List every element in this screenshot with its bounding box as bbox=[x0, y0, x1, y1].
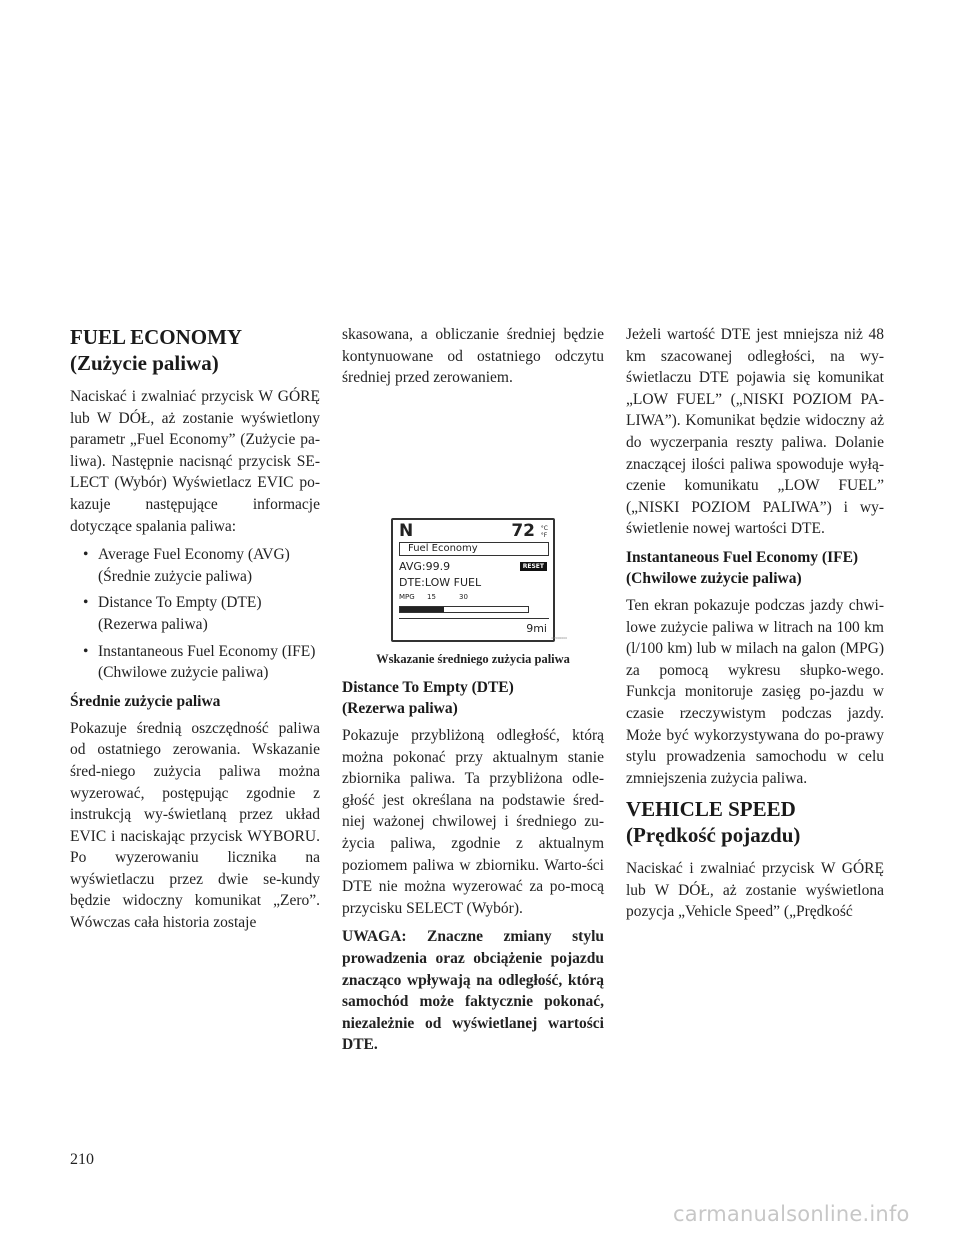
watermark: carmanualsonline.info bbox=[673, 1202, 910, 1226]
evic-display-figure bbox=[391, 518, 567, 642]
ife-heading-line-1: Instantaneous Fuel Economy (IFE) bbox=[626, 548, 859, 566]
dte-heading-line-2: (Rezerwa paliwa) bbox=[342, 700, 458, 717]
vs-title-line-2: (Prędkość pojazdu) bbox=[626, 823, 801, 848]
page-number: 210 bbox=[70, 1151, 94, 1168]
column-2 bbox=[342, 512, 604, 1063]
ife-heading bbox=[626, 547, 884, 589]
dte-readout: DTE:LOW FUEL bbox=[399, 576, 482, 589]
avg-heading: Średnie zużycie paliwa bbox=[70, 692, 221, 710]
avg-readout: AVG:99.9 bbox=[399, 560, 451, 573]
fuel-bar-graph bbox=[399, 606, 529, 613]
unit-f: °F bbox=[540, 532, 548, 539]
scale-label: 30 bbox=[459, 593, 468, 601]
range-readout: 9mi bbox=[526, 622, 547, 635]
dte-note: UWAGA: Znaczne zmiany stylu prowadzenia oraz obciążenie pojazdu znacząco wpływają na odległość, którą samochód może faktycznie pokonać, niezależnie od wyświetlanej wartości DTE. bbox=[342, 928, 604, 1054]
column-3 bbox=[626, 324, 884, 930]
list-item: • Average Fuel Economy (AVG) (Średnie zużycie paliwa) bbox=[70, 544, 320, 587]
title-line-1: FUEL ECONOMY bbox=[70, 325, 243, 349]
column-1 bbox=[70, 324, 320, 941]
column-2-top bbox=[342, 324, 604, 396]
divider bbox=[399, 618, 549, 619]
dte-heading-line-1: Distance To Empty (DTE) bbox=[342, 679, 514, 696]
fuel-bar-fill bbox=[400, 607, 444, 612]
list-item: • Distance To Empty (DTE) (Rezerwa paliwa) bbox=[70, 592, 320, 635]
figure-caption: Wskazanie średniego zużycia paliwa bbox=[376, 652, 570, 666]
dte-paragraph: Pokazuje przybliżoną odległość, którą można pokonać przy aktualnym stanie zbiornika paliwa. Ta przybliżona odle-głość jest określana na podstawie śred-niej ważonej chwilowej i średniego zu-życia paliwa, zgodnie z aktualnym poziomem paliwa w zbiorniku. Warto-ści DTE nie można wyzerować za po-mocą przycisku SELECT (Wybór). bbox=[342, 727, 604, 917]
scale-label: 15 bbox=[427, 593, 436, 601]
list-item: • Instantaneous Fuel Economy (IFE) (Chwilowe zużycie paliwa) bbox=[70, 641, 320, 684]
vs-title-line-1: VEHICLE SPEED bbox=[626, 797, 796, 822]
figure-code: GT000000 bbox=[551, 636, 567, 640]
avg-paragraph: Pokazuje średnią oszczędność paliwa od ostatniego zerowania. Wskazanie śred-niego zużycia paliwa można wyzerować, postępując zgodnie z instrukcją wy-świetlaną przez układ EVIC i naciskając przycisk WYBORU. Po wyzerowaniu licznika na wyświetlaczu przez dwie se-kundy będzie widoczny komunikat „Zero”. Wówczas cała historia zostaje bbox=[70, 719, 320, 932]
temperature-units bbox=[541, 525, 548, 539]
screen-title: Fuel Economy bbox=[399, 542, 549, 556]
section-title-vehicle-speed bbox=[626, 796, 884, 848]
temperature-reading: 72 bbox=[511, 521, 535, 541]
reset-indicator: RESET bbox=[520, 562, 547, 571]
section-title-fuel-economy bbox=[70, 324, 320, 376]
title-line-2: (Zużycie paliwa) bbox=[70, 351, 219, 375]
intro-paragraph: Naciskać i zwalniać przycisk W GÓRĘ lub W DÓŁ, aż zostanie wyświetlony parametr „Fuel Economy” (Zużycie pa-liwa). Następnie nacisnąć przycisk SE-LECT (Wybór) Wyświetlacz EVIC po-kazuje następujące informacje dotyczące spalania paliwa: bbox=[70, 388, 320, 535]
dte-heading bbox=[342, 677, 604, 719]
evic-lcd-screen bbox=[391, 518, 555, 642]
compass-reading: N bbox=[399, 521, 414, 541]
ife-heading-line-2: (Chwilowe zużycie paliwa) bbox=[626, 569, 802, 587]
vehicle-speed-paragraph: Naciskać i zwalniać przycisk W GÓRĘ lub W DÓŁ, aż zostanie wyświetlona pozycja „Vehicle Speed” („Prędkość bbox=[626, 860, 884, 921]
dte-low-paragraph: Jeżeli wartość DTE jest mniejsza niż 48 km szacowanej odległości, na wy-świetlaczu DTE pojawia się komunikat „LOW FUEL” („NISKI POZIOM PA-LIWA”). Komunikat będzie widoczny aż do wyczerpania reszty paliwa. Dolanie znaczącej ilości paliwa spowoduje wyłą-czenie komunikatu „LOW FUEL” („NISKI POZIOM PALIWA”) i wy-świetlenie nowej wartości DTE. bbox=[626, 326, 884, 538]
mpg-label: MPG bbox=[399, 593, 415, 601]
ife-paragraph: Ten ekran pokazuje podczas jazdy chwi-lowe zużycie paliwa w litrach na 100 km (l/100 km) lub w milach na galon (MPG) za pomocą wykresu słupko-wego. Funkcja monitoruje zasięg po-jazdu w czasie rzeczywistym podczas jazdy. Może być wykorzystywana do po-prawy stylu prowadzenia samochodu w celu zmniejszenia zużycia paliwa. bbox=[626, 596, 884, 787]
avg-continuation: skasowana, a obliczanie średniej będzie kontynuowane od ostatniego odczytu średniej przed zerowaniem. bbox=[342, 326, 604, 387]
unit-c: °C bbox=[540, 525, 548, 532]
fuel-info-list bbox=[70, 544, 320, 684]
